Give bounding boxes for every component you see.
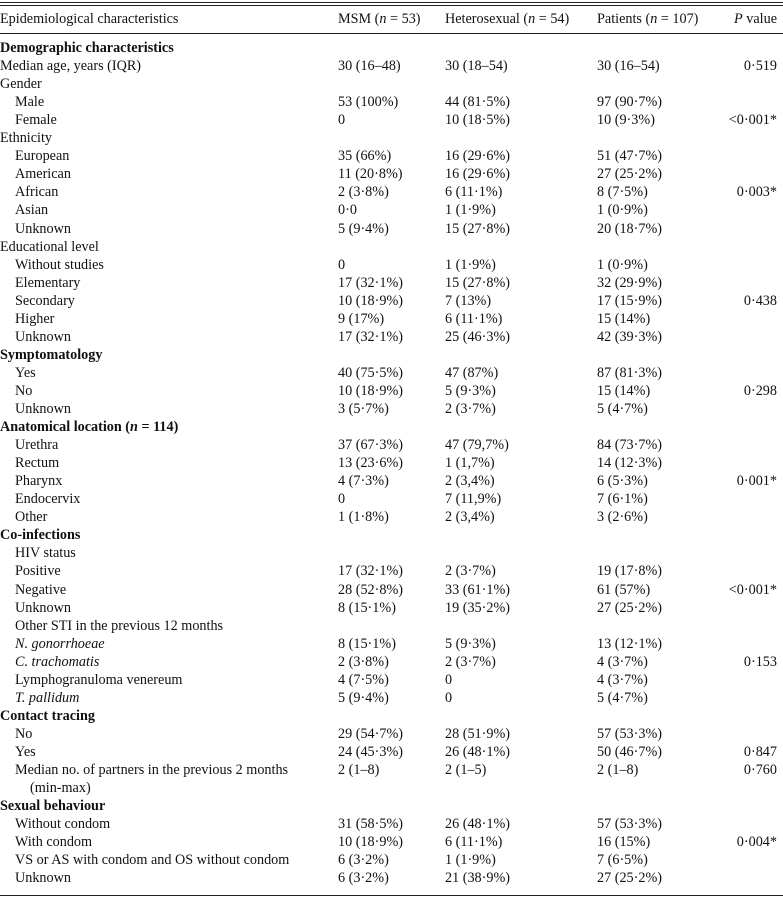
row-label: Higher	[15, 310, 55, 327]
heterosexual-value: 19 (35·2%)	[445, 599, 511, 616]
section-heading: Co-infections	[0, 527, 81, 544]
heterosexual-value: 44 (81·5%)	[445, 94, 511, 111]
heterosexual-value: 7 (13%)	[445, 292, 492, 309]
msm-value: 10 (18·9%)	[338, 292, 404, 309]
p-value: 0·760	[743, 762, 777, 778]
row-label: American	[15, 166, 71, 183]
row-label: VS or AS with condom and OS without condom	[15, 852, 290, 869]
patients-value: 6 (5·3%)	[597, 473, 648, 490]
row-label: Asian	[15, 202, 49, 219]
msm-value: 53 (100%)	[338, 94, 399, 111]
heterosexual-value: 5 (9·3%)	[445, 382, 496, 399]
patients-value: 27 (25·2%)	[597, 870, 663, 887]
p-value: 0·004*	[736, 834, 777, 851]
section-heading: Sexual behaviour	[0, 798, 106, 815]
row-label: Urethra	[15, 437, 59, 454]
heterosexual-value: 15 (27·8%)	[445, 274, 511, 291]
patients-value: 5 (4·7%)	[597, 689, 648, 706]
row-label: Unknown	[15, 870, 71, 887]
heterosexual-value: 16 (29·6%)	[445, 166, 511, 183]
header-characteristics: Epidemiological characteristics	[0, 11, 179, 27]
row-label: Rectum	[15, 455, 60, 472]
patients-value: 61 (57%)	[597, 581, 651, 598]
msm-value: 3 (5·7%)	[338, 401, 389, 417]
msm-value: 28 (52·8%)	[338, 581, 404, 598]
row-label: Without condom	[15, 816, 111, 833]
patients-value: 17 (15·9%)	[597, 292, 663, 309]
msm-value: 10 (18·9%)	[338, 834, 404, 851]
patients-value: 30 (16–54)	[597, 58, 660, 75]
row-label: Positive	[15, 563, 61, 580]
patients-value: 10 (9·3%)	[597, 112, 655, 129]
msm-value: 31 (58·5%)	[338, 816, 404, 833]
p-value: 0·847	[743, 743, 777, 760]
patients-value: 5 (4·7%)	[597, 401, 648, 417]
patients-value: 7 (6·5%)	[597, 852, 648, 869]
heterosexual-value: 28 (51·9%)	[445, 725, 511, 742]
heterosexual-value: 0	[445, 671, 453, 688]
msm-value: 2 (1–8)	[338, 762, 380, 778]
heterosexual-value: 26 (48·1%)	[445, 743, 511, 760]
heterosexual-value: 47 (87%)	[445, 364, 499, 381]
row-label: With condom	[15, 834, 93, 851]
row-label: Elementary	[15, 274, 81, 291]
header-heterosexual: Heterosexual (n = 54)	[445, 11, 570, 27]
heterosexual-value: 6 (11·1%)	[445, 834, 503, 851]
header-rule	[0, 33, 783, 34]
header-patients: Patients (n = 107)	[597, 11, 699, 27]
heterosexual-value: 2 (3·7%)	[445, 563, 496, 580]
msm-value: 24 (45·3%)	[338, 743, 404, 760]
heterosexual-value: 33 (61·1%)	[445, 581, 511, 598]
heterosexual-value: 6 (11·1%)	[445, 310, 503, 327]
patients-value: 42 (39·3%)	[597, 328, 663, 345]
patients-value: 87 (81·3%)	[597, 364, 663, 381]
p-value: 0·153	[743, 653, 777, 670]
patients-value: 57 (53·3%)	[597, 725, 663, 742]
heterosexual-value: 2 (3·7%)	[445, 653, 496, 670]
patients-value: 13 (12·1%)	[597, 635, 663, 652]
msm-value: 1 (1·8%)	[338, 509, 389, 526]
p-value: <0·001*	[728, 581, 777, 598]
heterosexual-value: 7 (11,9%)	[445, 491, 502, 508]
row-label: T. pallidum	[15, 689, 80, 706]
heterosexual-value: 2 (3,4%)	[445, 509, 495, 526]
row-label: No	[15, 725, 33, 742]
patients-value: 14 (12·3%)	[597, 455, 663, 472]
patients-value: 2 (1–8)	[597, 762, 639, 778]
heterosexual-value: 30 (18–54)	[445, 58, 508, 75]
msm-value: 11 (20·8%)	[338, 166, 403, 183]
msm-value: 5 (9·4%)	[338, 220, 389, 237]
msm-value: 0·0	[338, 202, 357, 219]
patients-value: 7 (6·1%)	[597, 491, 648, 508]
heterosexual-value: 1 (1·9%)	[445, 852, 496, 869]
p-value: 0·298	[743, 382, 777, 399]
p-value: 0·438	[743, 292, 777, 309]
msm-value: 37 (67·3%)	[338, 437, 404, 454]
patients-value: 51 (47·7%)	[597, 148, 663, 165]
patients-value: 15 (14%)	[597, 382, 651, 399]
msm-value: 5 (9·4%)	[338, 689, 389, 706]
heterosexual-value: 1 (1·9%)	[445, 202, 496, 219]
row-label: Female	[15, 112, 57, 129]
patients-value: 1 (0·9%)	[597, 202, 648, 219]
row-label: C. trachomatis	[15, 653, 100, 670]
patients-value: 3 (2·6%)	[597, 509, 648, 526]
msm-value: 0	[338, 112, 346, 129]
msm-value: 4 (7·3%)	[338, 473, 389, 490]
patients-value: 4 (3·7%)	[597, 653, 648, 670]
row-label: Other STI in the previous 12 months	[15, 617, 224, 634]
row-label: Unknown	[15, 599, 71, 616]
section-heading: Anatomical location (n = 114)	[0, 419, 179, 436]
row-label: Yes	[15, 364, 36, 381]
msm-value: 2 (3·8%)	[338, 184, 389, 201]
heterosexual-value: 2 (1–5)	[445, 762, 487, 778]
row-label: HIV status	[15, 545, 76, 562]
msm-value: 6 (3·2%)	[338, 852, 389, 869]
row-label: Endocervix	[15, 491, 81, 508]
heterosexual-value: 2 (3·7%)	[445, 401, 496, 417]
heterosexual-value: 15 (27·8%)	[445, 220, 511, 237]
header-p-value: P value	[734, 11, 777, 27]
patients-value: 16 (15%)	[597, 834, 651, 851]
p-value: 0·003*	[736, 184, 777, 201]
heterosexual-value: 6 (11·1%)	[445, 184, 503, 201]
heterosexual-value: 1 (1,7%)	[445, 455, 495, 472]
patients-value: 50 (46·7%)	[597, 743, 663, 760]
row-label: Unknown	[15, 401, 71, 417]
msm-value: 0	[338, 491, 346, 508]
msm-value: 8 (15·1%)	[338, 599, 396, 616]
msm-value: 30 (16–48)	[338, 58, 401, 75]
msm-value: 17 (32·1%)	[338, 274, 404, 291]
heterosexual-value: 10 (18·5%)	[445, 112, 511, 129]
p-value: 0·001*	[736, 473, 777, 490]
heterosexual-value: 47 (79,7%)	[445, 437, 509, 454]
patients-value: 27 (25·2%)	[597, 599, 663, 616]
patients-value: 97 (90·7%)	[597, 94, 663, 111]
row-label: Ethnicity	[0, 130, 53, 147]
msm-value: 10 (18·9%)	[338, 382, 404, 399]
patients-value: 57 (53·3%)	[597, 816, 663, 833]
header-msm: MSM (n = 53)	[338, 11, 421, 27]
patients-value: 20 (18·7%)	[597, 220, 663, 237]
row-label: Educational level	[0, 238, 99, 255]
msm-value: 2 (3·8%)	[338, 653, 389, 670]
patients-value: 19 (17·8%)	[597, 563, 663, 580]
msm-value: 0	[338, 256, 346, 273]
msm-value: 4 (7·5%)	[338, 671, 389, 688]
msm-value: 9 (17%)	[338, 310, 385, 327]
top-rule	[0, 2, 783, 3]
row-label: Male	[15, 94, 45, 111]
heterosexual-value: 0	[445, 689, 453, 706]
row-label: Unknown	[15, 328, 71, 345]
row-label: N. gonorrhoeae	[15, 635, 105, 652]
p-value: 0·519	[743, 58, 777, 75]
row-label: Without studies	[15, 256, 104, 273]
top-rule-double	[0, 5, 783, 6]
msm-value: 29 (54·7%)	[338, 725, 404, 742]
row-label: Gender	[0, 76, 42, 93]
row-label: Median no. of partners in the previous 2 months (min-max)	[15, 762, 289, 796]
heterosexual-value: 2 (3,4%)	[445, 473, 495, 490]
row-label: Yes	[15, 743, 36, 760]
msm-value: 35 (66%)	[338, 148, 392, 165]
heterosexual-value: 26 (48·1%)	[445, 816, 511, 833]
patients-value: 27 (25·2%)	[597, 166, 663, 183]
section-heading: Symptomatology	[0, 346, 103, 363]
patients-value: 4 (3·7%)	[597, 671, 648, 688]
bottom-rule	[0, 895, 783, 896]
msm-value: 40 (75·5%)	[338, 364, 404, 381]
patients-value: 84 (73·7%)	[597, 437, 663, 454]
row-label: Lymphogranuloma venereum	[15, 671, 183, 688]
row-label: African	[15, 184, 59, 201]
patients-value: 8 (7·5%)	[597, 184, 648, 201]
heterosexual-value: 1 (1·9%)	[445, 256, 496, 273]
heterosexual-value: 16 (29·6%)	[445, 148, 511, 165]
msm-value: 6 (3·2%)	[338, 870, 389, 887]
heterosexual-value: 21 (38·9%)	[445, 870, 511, 887]
patients-value: 15 (14%)	[597, 310, 651, 327]
msm-value: 17 (32·1%)	[338, 563, 404, 580]
row-label: Pharynx	[15, 473, 63, 490]
p-value: <0·001*	[728, 112, 777, 129]
row-label: Other	[15, 509, 48, 526]
patients-value: 1 (0·9%)	[597, 256, 648, 273]
heterosexual-value: 5 (9·3%)	[445, 635, 496, 652]
msm-value: 8 (15·1%)	[338, 635, 396, 652]
msm-value: 17 (32·1%)	[338, 328, 404, 345]
msm-value: 13 (23·6%)	[338, 455, 404, 472]
patients-value: 32 (29·9%)	[597, 274, 663, 291]
row-label: Negative	[15, 581, 67, 598]
section-heading: Demographic characteristics	[0, 40, 174, 56]
row-label: Unknown	[15, 220, 71, 237]
row-label: European	[15, 148, 70, 165]
row-label: Median age, years (IQR)	[0, 58, 142, 75]
row-label: No	[15, 382, 33, 399]
section-heading: Contact tracing	[0, 707, 95, 724]
heterosexual-value: 25 (46·3%)	[445, 328, 511, 345]
row-label: Secondary	[15, 292, 75, 309]
